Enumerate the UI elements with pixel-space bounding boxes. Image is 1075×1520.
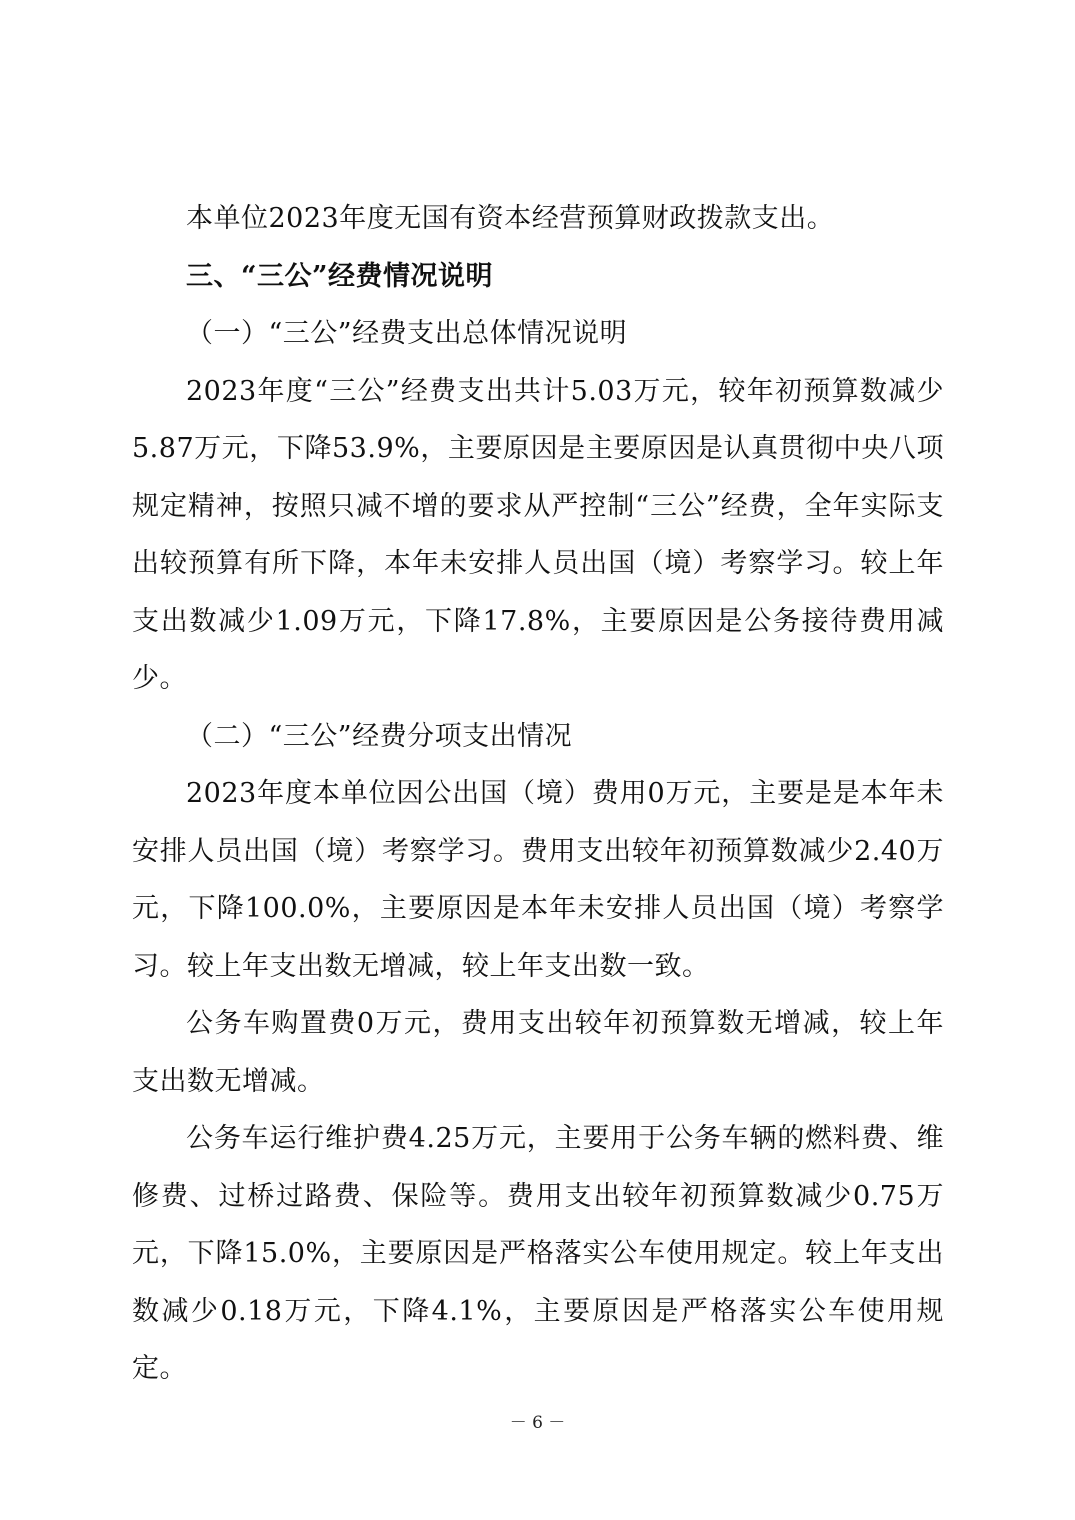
paragraph-overseas-travel: 2023年度本单位因公出国（境）费用0万元，主要是是本年未安排人员出国（境）考察学习。费用支出较年初预算数减少2.40万元，下降100.0%，主要原因是本年未安排人员出国（境）考察学习。较上年支出数无增减，较上年支出数一致。	[132, 778, 944, 982]
document-body	[132, 190, 944, 1398]
subheading-overall-expenditure: （一）“三公”经费支出总体情况说明	[186, 318, 628, 349]
paragraph-overall-expenditure: 2023年度“三公”经费支出共计5.03万元，较年初预算数减少5.87万元，下降53.9%，主要原因是主要原因是认真贯彻中央八项规定精神，按照只减不增的要求从严控制“三公”经费，全年实际支出较预算有所下降，本年未安排人员出国（境）考察学习。较上年支出数减少1.09万元，下降17.8%，主要原因是公务接待费用减少。	[132, 375, 944, 694]
paragraph-vehicle-purchase: 公务车购置费0万元，费用支出较年初预算数无增减，较上年支出数无增减。	[132, 1008, 944, 1097]
paragraph-vehicle-maintenance: 公务车运行维护费4.25万元，主要用于公务车辆的燃料费、维修费、过桥过路费、保险等。费用支出较年初预算数减少0.75万元，下降15.0%，主要原因是严格落实公车使用规定。较上年支出数减少0.18万元，下降4.1%，主要原因是严格落实公车使用规定。	[132, 1123, 944, 1384]
page-number: － 6 －	[509, 1413, 566, 1433]
section-heading-three-public: 三、“三公”经费情况说明	[186, 260, 494, 292]
paragraph-no-state-capital-budget: 本单位2023年度无国有资本经营预算财政拨款支出。	[186, 203, 835, 234]
subheading-itemized-expenditure: （二）“三公”经费分项支出情况	[186, 720, 573, 752]
